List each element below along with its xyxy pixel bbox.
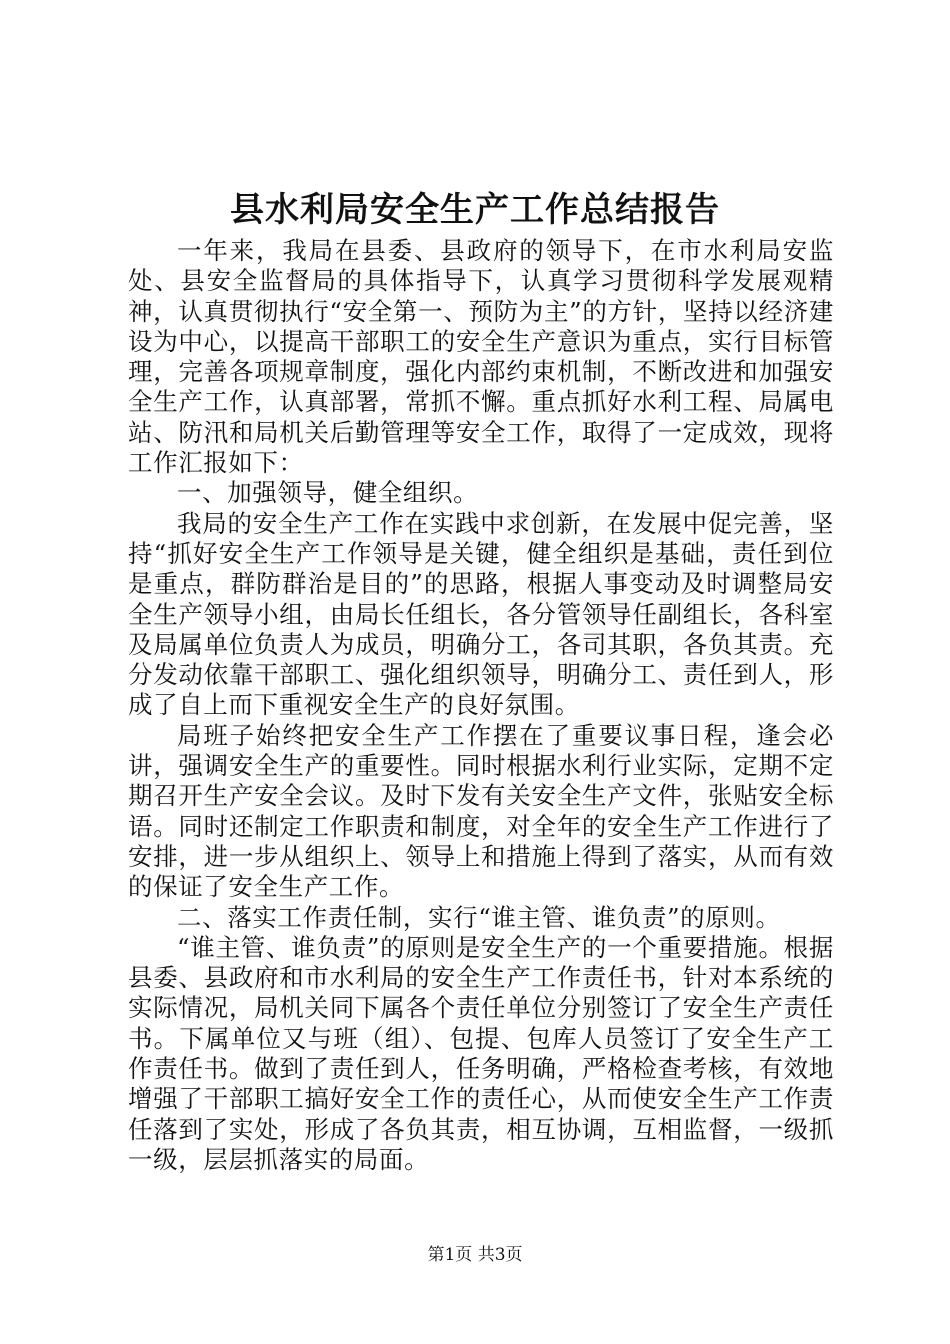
section-heading-2: 二、落实工作责任制，实行“谁主管、谁负责”的原则。 — [177, 902, 781, 932]
paragraph-section-1b: 局班子始终把安全生产工作摆在了重要议事日程，逢会必讲，强调安全生产的重要性。同时根据水利行业实际，定期不定期召开生产安全会议。及时下发有关安全生产文件，张贴安全标语。同时还制定工作职责和制度，对全年的安全生产工作进行了安排，进一步从组织上、领导上和措施上得到了落实，从而有效的保证了安全生产工作。 — [128, 720, 834, 902]
paragraph-section-2a: “谁主管、谁负责”的原则是安全生产的一个重要措施。根据县委、县政府和市水利局的安全生产工作责任书，针对本系统的实际情况，局机关同下属各个责任单位分别签订了安全生产责任书。下属单位又与班（组）、包提、包库人员签订了安全生产工作责任书。做到了责任到人，任务明确，严格检查考核，有效地增强了干部职工搞好安全工作的责任心，从而使安全生产工作责任落到了实处，形成了各负其责，相互协调，互相监督，一级抓一级，层层抓落实的局面。 — [128, 932, 834, 1174]
document-body — [128, 236, 834, 1175]
page-number-footer: 第1页 共3页 — [427, 1245, 523, 1265]
section-heading-1: 一、加强领导，健全组织。 — [177, 478, 479, 508]
paragraph-section-1a: 我局的安全生产工作在实践中求创新，在发展中促完善，坚持“抓好安全生产工作领导是关键，健全组织是基础，责任到位是重点，群防群治是目的”的思路，根据人事变动及时调整局安全生产领导小组，由局长任组长，各分管领导任副组长，各科室及局属单位负责人为成员，明确分工，各司其职，各负其责。充分发动依靠干部职工、强化组织领导，明确分工、责任到人，形成了自上而下重视安全生产的良好氛围。 — [128, 508, 834, 720]
paragraph-intro: 一年来，我局在县委、县政府的领导下，在市水利局安监处、县安全监督局的具体指导下，认真学习贯彻科学发展观精神，认真贯彻执行“安全第一、预防为主”的方针，坚持以经济建设为中心，以提高干部职工的安全生产意识为重点，实行目标管理，完善各项规章制度，强化内部约束机制，不断改进和加强安全生产工作，认真部署，常抓不懈。重点抓好水利工程、局属电站、防汛和局机关后勤管理等安全工作，取得了一定成效，现将工作汇报如下： — [128, 236, 834, 478]
document-title: 县水利局安全生产工作总结报告 — [230, 190, 720, 230]
